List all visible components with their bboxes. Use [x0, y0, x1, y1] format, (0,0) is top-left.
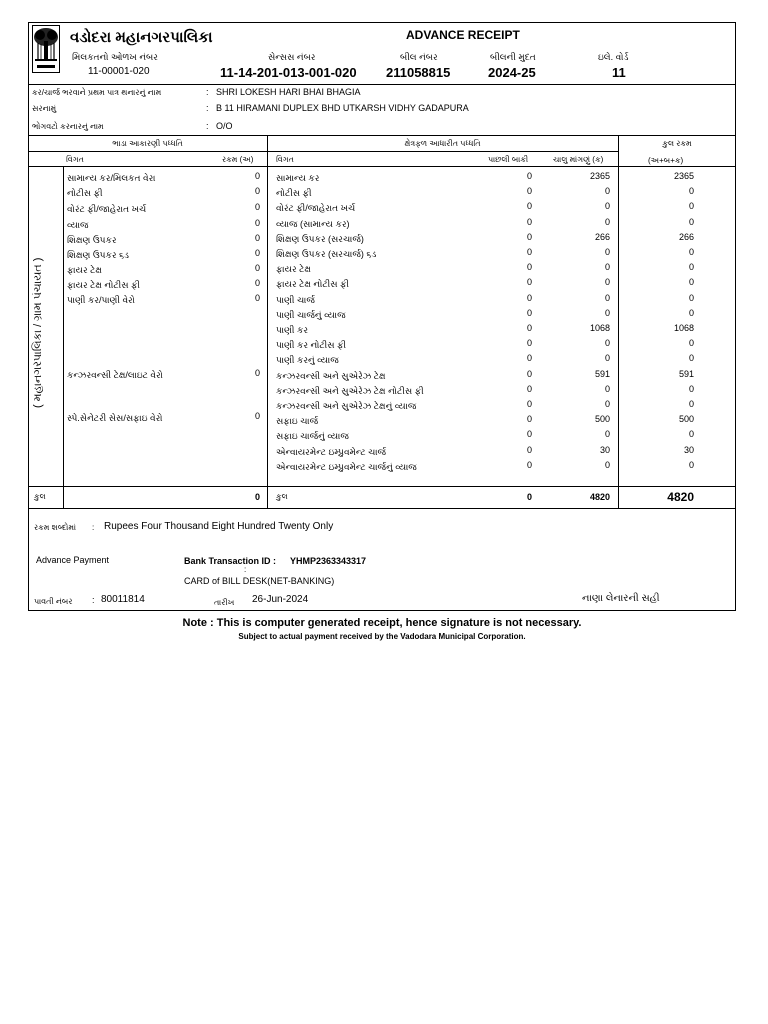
right-total-label: કુલ — [276, 492, 288, 501]
left-row-amount: 0 — [254, 293, 260, 303]
right-row-total: 0 — [688, 460, 694, 470]
right-row-current: 0 — [604, 429, 610, 439]
left-total-value: 0 — [254, 492, 260, 502]
right-row-current: 0 — [604, 308, 610, 318]
right-row-current: 0 — [604, 186, 610, 196]
right-row-current: 0 — [604, 353, 610, 363]
right-row-prev-due: 0 — [526, 384, 532, 394]
right-row-label: પાણી કરનું વ્યાજ — [276, 355, 339, 365]
right-row-label: ફાયર ટેક્ષ નોટીસ ફી — [276, 279, 349, 289]
census-no-label: સેન્સસ નંબર — [268, 52, 316, 62]
left-row-amount: 0 — [254, 248, 260, 258]
left-row-label: પાણી કર/પાણી વેરો — [67, 295, 135, 305]
right-row-total: 30 — [683, 445, 694, 455]
right-row-label: સામાન્ય કર — [276, 173, 320, 183]
left-row-amount: 0 — [254, 278, 260, 288]
right-row-total: 266 — [678, 232, 694, 242]
right-row-prev-due: 0 — [526, 247, 532, 257]
left-row-label: ફાયર ટેક્ષ — [67, 265, 102, 275]
right-row-total: 0 — [688, 262, 694, 272]
left-row-amount: 0 — [254, 263, 260, 273]
divider-column-header — [28, 166, 736, 167]
divider-total-column — [618, 135, 619, 508]
left-row-label: વોરંટ ફી/જાહેરાત ખર્ચ — [67, 204, 147, 214]
right-row-current: 0 — [604, 217, 610, 227]
right-row-label: વ્યાજ (સામાન્ય કર) — [276, 219, 350, 229]
bank-txn-id: YHMP2363343317 — [290, 556, 367, 566]
right-row-label: એન્વાયરમેન્ટ ઇમ્પ્રુવમેન્ટ ચાર્જ — [276, 447, 387, 457]
colon: : — [206, 103, 209, 113]
property-id-label: મિલકતનો ઓળખ નંબર — [72, 52, 158, 62]
right-row-total: 500 — [678, 414, 694, 424]
right-row-current: 0 — [604, 201, 610, 211]
right-row-prev-due: 0 — [526, 445, 532, 455]
bank-txn-label: Bank Transaction ID : — [184, 556, 277, 566]
date-value: 26-Jun-2024 — [252, 594, 309, 605]
right-row-prev-due: 0 — [526, 414, 532, 424]
date-label: તારીખ — [214, 598, 235, 607]
right-col-current: ચાલુ માંગણું (ક) — [553, 155, 604, 164]
receipt-title: ADVANCE RECEIPT — [406, 28, 520, 42]
right-row-label: પાણી ચાર્જ — [276, 295, 315, 305]
divider-totals — [28, 508, 736, 509]
right-row-label: વોરંટ ફી/જાહેરાત ખર્ચ — [276, 203, 356, 213]
right-row-prev-due: 0 — [526, 429, 532, 439]
right-row-label: પાણી ચાર્જનું વ્યાજ — [276, 310, 346, 320]
right-row-total: 0 — [688, 186, 694, 196]
right-col-prev-due: પાછલી બાકી — [488, 155, 529, 164]
total-amount-header: કુલ રકમ — [662, 139, 692, 148]
current-total-value: 4820 — [589, 492, 610, 502]
right-row-prev-due: 0 — [526, 338, 532, 348]
left-row-label: શિક્ષણ ઉપકર — [67, 235, 117, 245]
left-row-amount: 0 — [254, 218, 260, 228]
right-row-label: શિક્ષણ ઉપકર (સરચાર્જ) — [276, 234, 364, 244]
org-name: વડોદરા મહાનગરપાલિકા — [70, 29, 213, 46]
right-row-total: 0 — [688, 384, 694, 394]
right-row-prev-due: 0 — [526, 460, 532, 470]
right-row-prev-due: 0 — [526, 186, 532, 196]
right-row-current: 1068 — [589, 323, 610, 333]
right-row-label: પાણી કર — [276, 325, 308, 335]
colon: : — [206, 87, 209, 97]
payment-type: Advance Payment — [36, 555, 110, 565]
address-label: સરનામું — [32, 104, 57, 113]
right-row-current: 591 — [594, 369, 610, 379]
colon: : — [244, 565, 247, 574]
right-row-current: 30 — [599, 445, 610, 455]
right-row-prev-due: 0 — [526, 232, 532, 242]
left-col-particulars: વિગત — [66, 155, 84, 164]
prev-total-value: 0 — [526, 492, 532, 502]
grand-total-value: 4820 — [667, 490, 694, 504]
right-row-label: પાણી કર નોટીસ ફી — [276, 340, 347, 350]
signature-label: નાણા લેનારની સહી — [582, 593, 660, 604]
left-row-amount: 0 — [254, 202, 260, 212]
right-row-total: 0 — [688, 277, 694, 287]
right-row-total: 591 — [678, 369, 694, 379]
right-row-prev-due: 0 — [526, 323, 532, 333]
census-no-value: 11-14-201-013-001-020 — [220, 65, 357, 80]
receipt-no-label: પાવતી નંબર — [34, 597, 73, 606]
right-col-particulars: વિગત — [276, 155, 294, 164]
right-row-current: 0 — [604, 460, 610, 470]
divider-side-label — [63, 166, 64, 508]
note: Note : This is computer generated receipt, hence signature is not necessary. — [182, 617, 582, 629]
left-total-label: કુલ — [34, 492, 46, 501]
right-row-current: 0 — [604, 399, 610, 409]
left-col-amount: રકમ (અ) — [222, 155, 254, 164]
right-row-label: સફાઇ ચાર્જ — [276, 416, 319, 426]
occupier-value: O/O — [216, 121, 233, 131]
divider-section-header — [28, 151, 618, 152]
right-row-prev-due: 0 — [526, 293, 532, 303]
side-label: ( મહાનગરપાલિકા / ગ્રામ પંચાયત ) — [32, 257, 44, 408]
vmc-logo — [32, 25, 60, 73]
receipt-no-value: 80011814 — [101, 594, 145, 605]
property-id-value: 11-00001-020 — [88, 66, 150, 77]
right-row-current: 0 — [604, 247, 610, 257]
right-row-label: સફાઇ ચાર્જનું વ્યાજ — [276, 431, 349, 441]
right-row-total: 1068 — [673, 323, 694, 333]
colon: : — [92, 523, 95, 532]
right-row-total: 0 — [688, 247, 694, 257]
amount-words: Rupees Four Thousand Eight Hundred Twenty Only — [104, 521, 334, 532]
left-section-header: ભાડા આકારણી પધ્ધતિ — [112, 139, 183, 148]
colon: : — [92, 595, 95, 605]
right-row-total: 0 — [688, 201, 694, 211]
ward-value: 11 — [612, 65, 626, 80]
right-row-current: 500 — [594, 414, 610, 424]
right-row-current: 0 — [604, 293, 610, 303]
payer-value: SHRI LOKESH HARI BHAI BHAGIA — [216, 87, 361, 97]
payer-label: કર/ચાર્જ ભરવાને પ્રથમ પાત્ર થનારનું નામ — [32, 88, 162, 97]
right-row-total: 0 — [688, 399, 694, 409]
right-row-total: 0 — [688, 217, 694, 227]
right-row-total: 0 — [688, 429, 694, 439]
right-row-current: 0 — [604, 384, 610, 394]
bill-period-label: બીલની મુદત — [490, 52, 536, 62]
right-row-total: 0 — [688, 353, 694, 363]
left-row-amount: 0 — [254, 233, 260, 243]
right-row-prev-due: 0 — [526, 353, 532, 363]
bill-no-value: 211058815 — [386, 65, 451, 80]
right-row-prev-due: 0 — [526, 277, 532, 287]
right-row-total: 0 — [688, 308, 694, 318]
left-row-label: સામાન્ય કર/મિલકત વેરા — [67, 173, 156, 183]
bill-period-value: 2024-25 — [488, 65, 536, 80]
right-row-prev-due: 0 — [526, 201, 532, 211]
right-section-header: ક્ષેત્રફળ આધારીત પધ્ધતિ — [404, 139, 481, 148]
left-row-label: સ્પે.સેનેટરી સેસ/સફાઇ વેરો — [67, 413, 163, 423]
right-row-prev-due: 0 — [526, 262, 532, 272]
divider-left-right — [267, 135, 268, 508]
divider-rows-end — [28, 486, 736, 487]
right-row-prev-due: 0 — [526, 369, 532, 379]
right-row-label: એન્વાયરમેન્ટ ઇમ્પ્રુવમેન્ટ ચાર્જનું વ્યાજ — [276, 462, 417, 472]
right-row-current: 0 — [604, 277, 610, 287]
payment-mode: CARD of BILL DESK(NET-BANKING) — [184, 576, 335, 586]
address-value: B 11 HIRAMANI DUPLEX BHD UTKARSH VIDHY GADAPURA — [216, 103, 469, 113]
right-row-prev-due: 0 — [526, 399, 532, 409]
divider-info — [28, 135, 736, 136]
right-row-total: 0 — [688, 338, 694, 348]
right-row-prev-due: 0 — [526, 308, 532, 318]
right-row-prev-due: 0 — [526, 171, 532, 181]
right-row-current: 266 — [594, 232, 610, 242]
right-row-label: ફાયર ટેક્ષ — [276, 264, 311, 274]
amount-words-label: રકમ શબ્દોમાં — [34, 523, 77, 532]
right-row-label: કન્ઝરવન્સી અને સુએરેઝ ટેક્ષ નોટીસ ફી — [276, 386, 424, 396]
right-row-current: 0 — [604, 338, 610, 348]
left-row-label: નોટીસ ફી — [67, 188, 103, 198]
bill-no-label: બીલ નંબર — [400, 52, 438, 62]
right-row-total: 0 — [688, 293, 694, 303]
ward-label: ઇલે. વોર્ડ — [598, 52, 629, 62]
right-row-current: 2365 — [589, 171, 610, 181]
left-row-amount: 0 — [254, 186, 260, 196]
right-row-total: 2365 — [673, 171, 694, 181]
left-row-amount: 0 — [254, 411, 260, 421]
right-row-label: નોટીસ ફી — [276, 188, 312, 198]
right-row-prev-due: 0 — [526, 217, 532, 227]
occupier-label: ભોગવટો કરનારનું નામ — [32, 122, 104, 131]
left-row-amount: 0 — [254, 171, 260, 181]
right-row-current: 0 — [604, 262, 610, 272]
right-row-label: શિક્ષણ ઉપકર (સરચાર્જ) ૬ડ — [276, 249, 377, 259]
divider-header — [28, 84, 736, 85]
subject-note: Subject to actual payment received by the Vadodara Municipal Corporation. — [238, 632, 526, 641]
left-row-label: વ્યાજ — [67, 220, 89, 230]
left-row-label: ફાયર ટેક્ષ નોટીસ ફી — [67, 280, 140, 290]
left-row-label: કન્ઝરવન્સી ટેક્ષ/લાઇટ વેરો — [67, 370, 163, 380]
right-row-label: કન્ઝરવન્સી અને સુએરેઝ ટેક્ષનું વ્યાજ — [276, 401, 417, 411]
left-row-label: શિક્ષણ ઉપકર ૬ડ — [67, 250, 129, 260]
colon: : — [206, 121, 209, 131]
total-formula: (અ+બ+ક) — [648, 156, 684, 165]
right-row-label: કન્ઝરવન્સી અને સુએરેઝ ટેક્ષ — [276, 371, 386, 381]
left-row-amount: 0 — [254, 368, 260, 378]
